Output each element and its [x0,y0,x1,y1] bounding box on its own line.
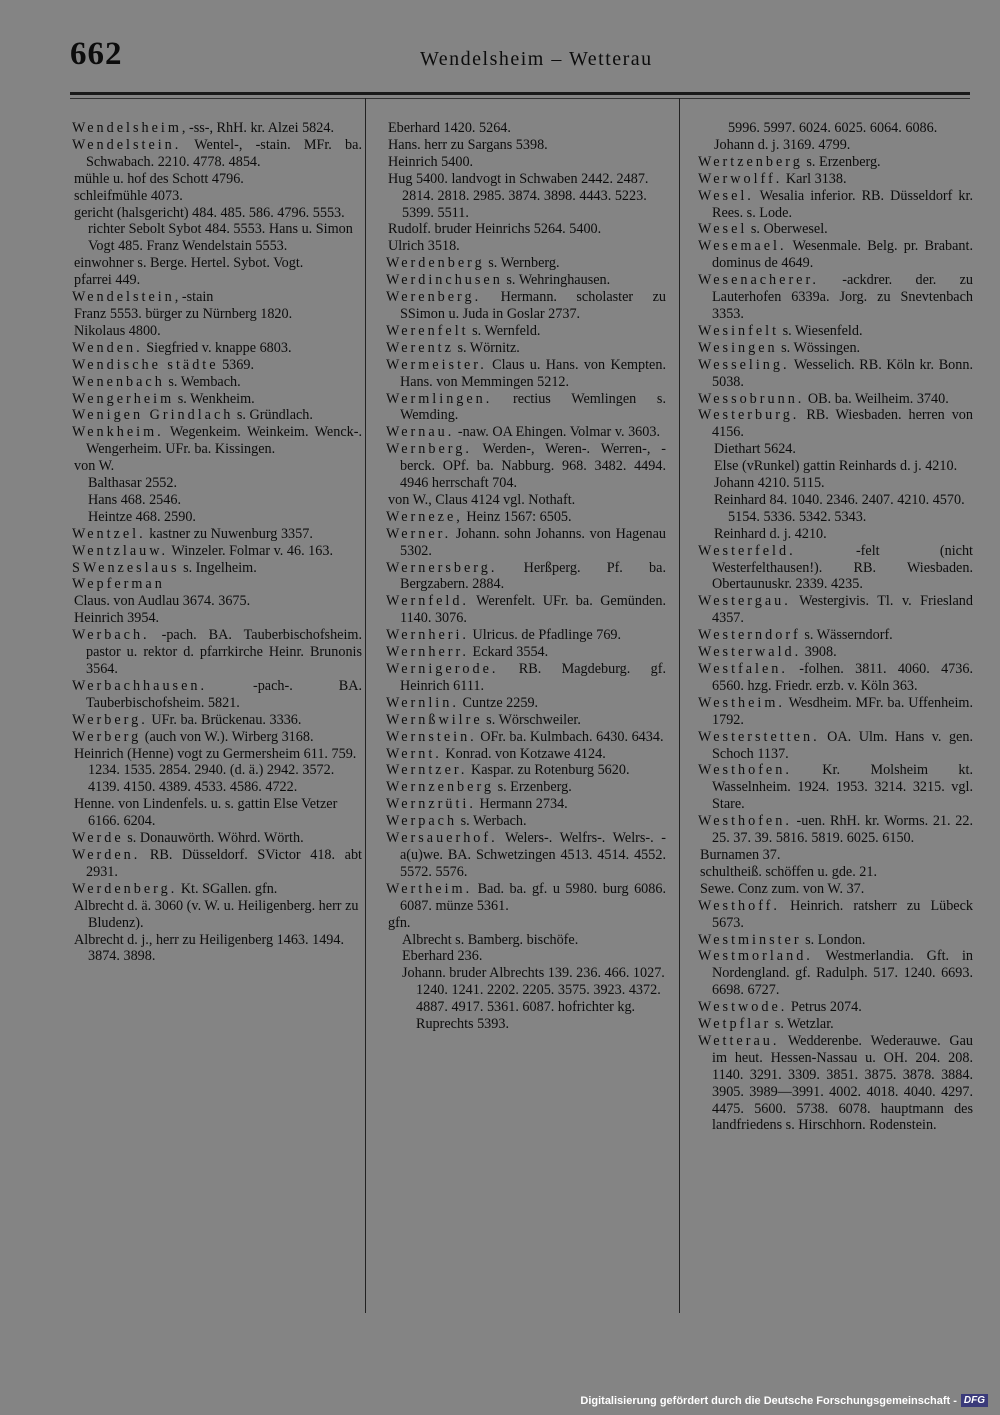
entry-lemma: Werden. [72,846,141,863]
entry-text: , -stain [174,289,214,306]
entry-text: OA. Ulm. Hans v. gen. Schoch 1137. [712,728,973,762]
entry-lemma: Werenberg. [386,289,482,306]
entry-text: -felt (nicht Westerfelthausen!). RB. Wiesbaden. Obertaunuskr. 2339. 4235. [712,542,973,593]
index-entry [698,695,973,729]
index-entry [72,137,362,171]
index-entry [698,627,973,644]
entry-lemma: Wernstein. [386,728,477,745]
entry-lemma: Wernherr. [386,644,469,661]
index-subentry: Diethart 5624. [714,441,796,458]
index-subentry: Heinrich 3954. [74,610,160,627]
index-entry [698,154,973,171]
index-entry [386,357,666,391]
index-subentry: Henne. von Lindenfels. u. s. gattin Else Vetzer 6166. 6204. [74,796,338,830]
entry-lemma: Werntzer. [386,762,468,779]
entry-lemma: Wermlingen. [386,390,493,407]
entry-text: Claus u. Hans. von Kempten. Hans. von Memmingen 5212. [400,356,666,390]
index-subentry: Else (vRunkel) gattin Reinhards d. j. 4210. [714,458,958,475]
index-entry [698,188,973,222]
index-subentry: gfn. [388,914,411,931]
entry-text: rectius Wemlingen s. Wemding. [400,390,666,424]
index-entry [698,813,973,847]
entry-text: Hermann. scholaster zu SSimon u. Juda in Goslar 2737. [400,289,666,322]
entry-text: Wesdheim. MFr. ba. Uffenheim. 1792. [712,694,973,728]
entry-lemma: Wepferman [72,576,165,593]
index-entry [72,424,362,458]
entry-text: -pach. BA. Tauberbischofsheim. pastor u. rektor d. pfarrkirche Heinr. Brunonis 3564. [86,627,362,677]
entry-text: s. Wässerndorf. [800,627,893,644]
index-subentry: von W., Claus 4124 vgl. Nothaft. [388,491,576,508]
entry-lemma: Wesingen [698,339,778,356]
entry-text: s. London. [801,931,866,948]
entry-lemma: Wenigen Grindlach [72,407,234,424]
entry-lemma: Werdinchusen [386,272,503,289]
index-entry [386,323,666,340]
entry-text: Heinz 1567: 6505. [462,508,572,525]
index-entry [386,391,666,425]
entry-lemma: Westfalen. [698,661,788,677]
entry-text: , -ss-, RhH. kr. Alzei 5824. [181,120,334,136]
entry-text: s. Erzenberg. [494,779,572,796]
index-entry [386,509,666,526]
index-entry [72,712,362,729]
index-entry [386,272,666,289]
entry-text: (auch von W.). Wirberg 3168. [141,728,314,745]
entry-lemma: Wermeister. [386,356,487,373]
entry-lemma: Wenenbach [72,373,165,390]
index-subentry: pfarrei 449. [74,272,141,289]
index-entry [72,678,362,712]
index-subentry: Heinrich (Henne) vogt zu Germersheim 611. 759. 1234. 1535. 2854. 2940. (d. ä.) 2942. 3572. 4139. 4150. 4389. 4533. 4586. 4722. [74,745,357,796]
entry-lemma: Westerwald. [698,644,802,661]
index-subentry: Reinhard 84. 1040. 2346. 2407. 4210. 4570. 5154. 5336. 5342. 5343. [714,491,965,525]
entry-text: Heinrich. ratsherr zu Lübeck 5673. [712,897,973,931]
index-entry [386,441,666,492]
index-entry [72,374,362,391]
index-entry [72,729,362,746]
entry-text: s. Wenkheim. [174,390,255,407]
entry-text: Welers-. Welfrs-. Welrs-. -a(u)we. BA. Schwetzingen 4513. 4514. 4552. 5572. 5576. [400,830,666,880]
index-entry [386,424,666,441]
entry-text: Kt. SGallen. gfn. [177,880,278,897]
entry-text: UFr. ba. Brückenau. 3336. [147,711,302,728]
index-entry [72,391,362,408]
entry-lemma: Werentz [386,339,454,356]
index-entry [386,695,666,712]
column-rule-left [365,98,366,1313]
index-subentry: Heintze 468. 2590. [88,508,196,525]
index-entry [698,762,973,813]
entry-lemma: Wendelstein. [72,136,182,153]
entry-text: Westmerlandia. Gft. in Nordengland. gf. Radulph. 517. 1240. 6693. 6698. 6727. [712,948,973,999]
index-entry [698,948,973,999]
entry-lemma: Wernfeld. [386,593,469,610]
index-entry [698,593,973,627]
index-subentry: Rudolf. bruder Heinrichs 5264. 5400. [388,221,602,238]
entry-lemma: Westwode. [698,999,788,1016]
entry-lemma: Werbach. [72,627,150,644]
entry-text: s. Werbach. [457,813,527,830]
index-entry [386,340,666,357]
index-subentry: gericht (halsgericht) 484. 485. 586. 4796. 5553. richter Sebolt Sybot 484. 5553. Hans u. Simon Vogt 485. Franz Wendelstain 5553. [74,204,353,255]
index-entry [72,120,362,137]
index-subentry: Albrecht s. Bamberg. bischöfe. [402,931,579,948]
index-entry [698,729,973,763]
entry-lemma: Wernt. [386,745,442,762]
header-rule [70,92,970,95]
entry-lemma: Wendische städte [72,356,219,373]
entry-lemma: Werberg [72,728,142,745]
entry-lemma: Wertzenberg [698,153,803,170]
entry-text: -pach-. BA. Tauberbischofsheim. 5821. [86,677,362,711]
index-subentry: Hans 468. 2546. [88,491,182,508]
index-subentry: Johann d. j. 3169. 4799. [714,136,851,153]
entry-text: s. Wössingen. [777,339,861,356]
index-entry [698,898,973,932]
entry-lemma: Wernberg. [386,441,472,458]
entry-lemma: Westmorland. [698,948,813,965]
entry-lemma: Westerburg. [698,407,800,424]
index-entry [698,543,973,594]
entry-lemma: Wesenacherer. [698,272,819,289]
index-entry [72,576,362,593]
entry-lemma: Westheim. [698,694,785,711]
index-subentry: Eberhard 236. [402,948,483,965]
index-entry [698,1033,973,1134]
entry-text: s. Ingelheim. [179,559,257,576]
index-entry [386,661,666,695]
entry-lemma: Werwolff. [698,170,783,187]
entry-text: Wesenmale. Belg. pr. Brabant. dominus de 4649. [712,238,973,272]
entry-text: Winzeler. Folmar v. 46. 163. [168,542,334,559]
index-entry [386,779,666,796]
index-entry [386,729,666,746]
index-entry [72,847,362,881]
entry-lemma: Wernersberg. [386,559,498,576]
entry-text: Wedderenbe. Wederauwe. Gau im heut. Hessen-Nassau u. OH. 204. 208. 1140. 3291. 3309. 3851. 3875. 3878. 3884. 3905. 3989—3991. 4002. 4018. 4040. 4297. 4475. 5600. 5738. 6078. hauptmann des landfriedens s. Hirschhorn. Rodenstein. [712,1032,973,1134]
index-entry [698,171,973,188]
index-entry [386,796,666,813]
entry-lemma: Werneze, [386,508,463,525]
index-entry [386,830,666,881]
index-entry [698,1016,973,1033]
entry-text: Cuntze 2259. [458,694,539,711]
column-2 [386,120,666,1033]
entry-text: Werden-, Weren-. Werren-, -berck. OPf. ba. Nabburg. 968. 3482. 4494. 4946 herrschaft 704. [400,441,666,492]
entry-text: Siegfried v. knappe 6803. [142,339,292,356]
index-subentry: Johann. bruder Albrechts 139. 236. 466. 1027. 1240. 1241. 2202. 2205. 3575. 3923. 4372. 4887. 4917. 5361. 6087. hofrichter kg. Ruprechts 5393. [402,965,665,1033]
index-entry [386,712,666,729]
index-entry [698,323,973,340]
column-1 [72,120,362,965]
index-entry [698,272,973,323]
entry-text: s. Wernfeld. [468,322,541,339]
index-entry [386,644,666,661]
entry-text: Karl 3138. [782,170,847,187]
entry-lemma: Westhofen. [698,762,792,779]
index-entry [386,593,666,627]
entry-lemma: Werner. [386,525,452,542]
entry-text: Bad. ba. gf. u 5980. burg 6086. 6087. münze 5361. [400,880,666,914]
footer [580,1394,988,1407]
index-entry [698,999,973,1016]
entry-lemma: Wernzrüti. [386,796,476,813]
entry-lemma: Wesemael. [698,238,787,255]
index-subentry: Reinhard d. j. 4210. [714,525,827,542]
entry-lemma: Wesel [698,221,748,238]
entry-text: Kr. Molsheim kt. Wasselnheim. 1924. 1953. 3214. 3215. vgl. Stare. [712,762,973,813]
entry-text: -folhen. 3811. 4060. 4736. 6560. hzg. Friedr. erzb. v. Köln 363. [712,661,973,694]
entry-text: Wesselich. RB. Köln kr. Bonn. 5038. [712,356,973,390]
entry-lemma: Wetpflar [698,1016,772,1033]
entry-text: s. Wörschweiler. [482,711,581,728]
entry-text: s. Oberwesel. [747,221,828,238]
entry-lemma: Werbachhausen. [72,677,208,694]
running-head: Wendelsheim – Wetterau [420,48,653,70]
entry-text: 5369. [218,356,254,373]
index-entry [386,881,666,915]
index-entry [72,830,362,847]
entry-text: s. Wörnitz. [453,339,520,356]
entry-text: Wesalia inferior. RB. Düsseldorf kr. Rees. s. Lode. [712,187,973,221]
entry-lemma: Wendelstein [72,289,175,306]
entry-lemma: Wessobrunn. [698,390,805,407]
entry-lemma: Wernßwilre [386,711,483,728]
index-entry [72,526,362,543]
index-subentry: einwohner s. Berge. Hertel. Sybot. Vogt. [74,255,304,272]
index-subentry: Nikolaus 4800. [74,322,161,339]
index-subentry: mühle u. hof des Schott 4796. [74,170,244,187]
entry-lemma: Werde [72,830,124,847]
index-entry [72,357,362,374]
index-subentry: Johann 4210. 5115. [714,475,825,492]
entry-lemma: Wesinfelt [698,322,780,339]
index-entry [72,560,362,577]
index-subentry: Claus. von Audlau 3674. 3675. [74,593,251,610]
footer-text: Digitalisierung gefördert durch die Deutsche Forschungsgemeinschaft - [580,1394,957,1407]
index-entry [72,407,362,424]
index-subentry: Albrecht d. ä. 3060 (v. W. u. Heiligenberg. herr zu Bludenz). [74,897,359,931]
index-subentry: Hug 5400. landvogt in Schwaben 2442. 2487. 2814. 2818. 2985. 3874. 3898. 4443. 5223. 5399. 5511. [388,170,649,221]
entry-text: s. Wembach. [164,373,241,390]
entry-text: -naw. OA Ehingen. Volmar v. 3603. [454,424,661,441]
entry-text: s. Erzenberg. [802,153,881,170]
entry-text: OFr. ba. Kulmbach. 6430. 6434. [476,728,664,745]
index-subentry: 5996. 5997. 6024. 6025. 6064. 6086. [728,120,938,136]
index-entry [386,627,666,644]
index-subentry: schultheiß. schöffen u. gde. 21. [700,863,878,880]
entry-lemma: Wenkheim. [72,424,164,441]
entry-lemma: Wengerheim [72,390,175,407]
entry-lemma: Werberg. [72,711,148,728]
entry-lemma: Westminster [698,931,802,948]
entry-lemma: Wernigerode. [386,661,499,677]
entry-lemma: Wernheri. [386,627,469,644]
entry-text: Wegenkeim. Weinkeim. Wenck-. Wengerheim. UFr. ba. Kissingen. [86,424,362,458]
entry-lemma: Werdenberg [386,255,485,272]
entry-lemma: Wesseling. [698,356,790,373]
entry-text: s. Wetzlar. [771,1016,834,1033]
index-subentry: Hans. herr zu Sargans 5398. [388,136,548,153]
index-entry [386,526,666,560]
entry-text: Johann. sohn Johanns. von Hagenau 5302. [400,525,666,559]
entry-text: RB. Düsseldorf. SVictor 418. abt 2931. [86,846,362,880]
entry-text: RB. Wiesbaden. herren von 4156. [712,407,973,441]
entry-text: s. Gründlach. [233,407,313,424]
entry-lemma: Werdenberg. [72,880,178,897]
entry-lemma: Wentzel. [72,525,146,542]
index-entry [386,255,666,272]
index-entry [386,560,666,594]
entry-text: RB. Magdeburg. gf. Heinrich 6111. [400,661,666,694]
entry-lemma: Westhoff. [698,897,780,914]
index-entry [386,813,666,830]
entry-text: s. Wehringhausen. [502,272,611,289]
entry-text: s. Wernberg. [484,255,560,272]
index-entry [72,340,362,357]
entry-lemma: Wertheim. [386,880,473,897]
page-number: 662 [70,36,123,72]
index-entry [698,340,973,357]
entry-lemma: Westerfeld. [698,542,796,559]
entry-text: Kaspar. zu Rotenburg 5620. [467,762,630,779]
entry-lemma: Westerndorf [698,627,801,644]
index-subentry: Burnamen 37. [700,846,781,863]
index-subentry: von W. [74,458,115,475]
index-entry [698,391,973,408]
entry-lemma: Wernlin. [386,694,459,711]
entry-text: -uen. RhH. kr. Worms. 21. 22. 25. 37. 39. 5816. 5819. 6025. 6150. [712,813,973,847]
entry-text: s. Donauwörth. Wöhrd. Wörth. [123,830,304,847]
entry-lemma: Westhofen. [698,813,792,830]
index-subentry: Balthasar 2552. [88,475,178,492]
dfg-logo: DFG [961,1394,988,1407]
index-entry [698,357,973,391]
index-subentry: Franz 5553. bürger zu Nürnberg 1820. [74,305,293,322]
index-entry [72,627,362,678]
index-subentry: Albrecht d. j., herr zu Heiligenberg 1463. 1494. 3874. 3898. [74,931,345,965]
index-subentry: Heinrich 5400. [388,153,474,170]
column-3 [698,120,973,1134]
entry-lemma: Werenfelt [386,322,469,339]
index-entry [72,881,362,898]
index-subentry: Ulrich 3518. [388,238,460,255]
index-entry [698,407,973,441]
index-subentry: Eberhard 1420. 5264. [388,120,511,136]
entry-text: Ulricus. de Pfadlinge 769. [468,627,622,644]
entry-lemma: SWenzeslaus [72,559,180,576]
entry-text: 3908. [801,644,837,661]
entry-lemma: Werpach [386,813,458,830]
index-subentry: Sewe. Conz zum. von W. 37. [700,880,865,897]
entry-text: Wentel-, -stain. MFr. ba. Schwabach. 2210. 4778. 4854. [86,136,362,170]
index-entry [386,746,666,763]
entry-lemma: Wesel. [698,187,754,204]
entry-lemma: Wetterau. [698,1032,780,1049]
entry-lemma: Westerstetten. [698,728,820,745]
entry-lemma: Westergau. [698,593,791,610]
entry-text: Herßperg. Pf. ba. Bergzabern. 2884. [400,559,666,593]
index-entry [386,289,666,323]
entry-lemma: Wenden. [72,339,143,356]
entry-text: Westergivis. Tl. v. Friesland 4357. [712,593,973,627]
entry-text: OB. ba. Weilheim. 3740. [804,390,949,407]
entry-lemma: Wernzenberg [386,779,495,796]
index-entry [698,221,973,238]
index-entry [72,543,362,560]
index-entry [386,762,666,779]
entry-text: s. Wiesenfeld. [779,322,863,339]
entry-text: kastner zu Nuwenburg 3357. [145,525,313,542]
header-rule-thin [70,98,970,99]
index-entry [698,238,973,272]
index-entry [698,644,973,661]
entry-text: -ackdrer. der. zu Lauterhofen 6339a. Jorg. zu Snevtenbach 3353. [712,272,973,322]
index-entry [698,932,973,949]
entry-text: Konrad. von Kotzawe 4124. [441,745,606,762]
entry-text: Eckard 3554. [468,644,549,661]
column-rule-right [679,98,680,1313]
entry-text: Petrus 2074. [787,999,862,1016]
entry-lemma: Wersauerhof. [386,830,498,847]
index-subentry: schleifmühle 4073. [74,187,183,204]
entry-text: Werenfelt. UFr. ba. Gemünden. 1140. 3076. [400,593,666,627]
entry-lemma: Wentzlauw. [72,542,169,559]
entry-lemma: Wendelsheim [72,120,182,136]
index-entry [698,661,973,695]
entry-text: Hermann 2734. [475,796,568,813]
entry-lemma: Wernau. [386,424,455,441]
index-entry [72,289,362,306]
